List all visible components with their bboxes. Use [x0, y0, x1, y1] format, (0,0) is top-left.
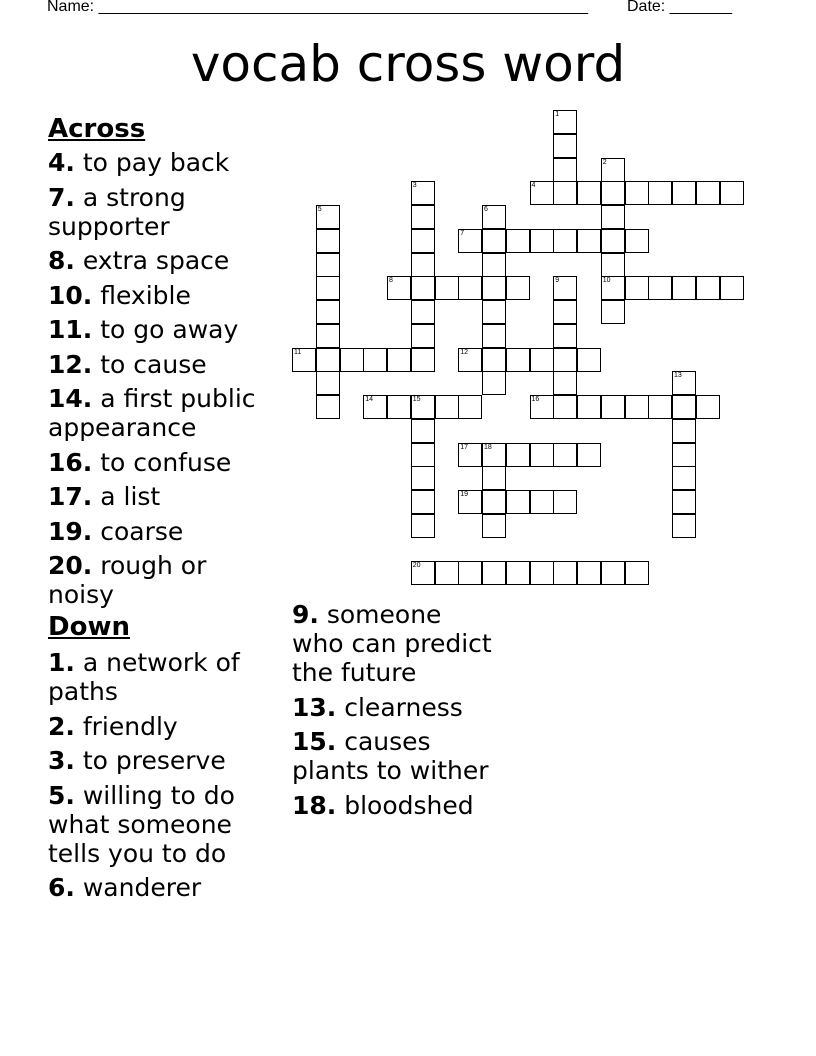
clue-item [48, 517, 183, 546]
grid-cell[interactable] [553, 134, 577, 158]
grid-cell[interactable] [530, 348, 554, 372]
cell-number: 6 [484, 206, 488, 213]
clue-number: 6. [48, 873, 75, 902]
clue-text: causes plants to wither [292, 727, 489, 785]
grid-cell[interactable] [577, 443, 601, 467]
grid-cell[interactable] [553, 443, 577, 467]
cell-number: 9 [555, 277, 560, 285]
grid-cell[interactable] [553, 110, 577, 134]
clue-text: to cause [92, 349, 207, 379]
grid-cell[interactable] [482, 300, 506, 324]
grid-cell[interactable] [553, 229, 577, 253]
grid-cell[interactable] [482, 561, 506, 585]
grid-cell[interactable] [601, 229, 625, 253]
grid-cell[interactable] [672, 371, 696, 395]
grid-cell[interactable] [387, 276, 411, 300]
grid-cell[interactable] [411, 466, 435, 490]
grid-cell[interactable] [672, 443, 696, 467]
clue-number: 2. [48, 711, 75, 741]
grid-cell[interactable] [316, 253, 340, 277]
clue-text: a first public appearance [48, 384, 256, 442]
clue-item [292, 600, 492, 687]
grid-cell[interactable] [458, 561, 482, 585]
grid-cell[interactable] [435, 395, 459, 419]
clue-number: 13. [292, 692, 337, 722]
grid-cell[interactable] [506, 490, 530, 514]
clue-item [48, 712, 178, 741]
grid-cell[interactable] [387, 395, 411, 419]
clue-item [48, 551, 206, 609]
grid-cell[interactable] [316, 395, 340, 419]
grid-cell[interactable] [411, 348, 435, 372]
clue-text: friendly [74, 711, 178, 741]
grid-cell[interactable] [458, 490, 482, 514]
grid-cell[interactable] [482, 514, 506, 538]
cell-number: 20 [412, 562, 421, 570]
grid-cell[interactable] [506, 348, 530, 372]
grid-cell[interactable] [648, 395, 672, 419]
grid-cell[interactable] [530, 561, 554, 585]
clue-number: 1. [48, 648, 75, 677]
cell-number: 2 [602, 158, 607, 166]
cell-number: 8 [389, 277, 393, 285]
grid-cell[interactable] [696, 181, 720, 205]
clue-item [48, 873, 201, 902]
grid-cell[interactable] [625, 276, 649, 300]
clue-number: 7. [48, 182, 75, 212]
grid-cell[interactable] [340, 348, 364, 372]
grid-cell[interactable] [363, 395, 387, 419]
grid-cell[interactable] [506, 276, 530, 300]
grid-cell[interactable] [625, 395, 649, 419]
grid-cell[interactable] [411, 419, 435, 443]
clue-item [48, 148, 229, 177]
clue-item [48, 246, 229, 275]
cell-number: 16 [531, 396, 540, 403]
grid-cell[interactable] [458, 395, 482, 419]
grid-cell[interactable] [411, 229, 435, 253]
grid-cell[interactable] [482, 443, 506, 467]
grid-cell[interactable] [696, 276, 720, 300]
grid-cell[interactable] [458, 443, 482, 467]
clue-item [48, 448, 231, 477]
clue-item [48, 384, 256, 442]
grid-cell[interactable] [316, 371, 340, 395]
cell-number: 4 [531, 182, 536, 190]
clue-text: extra space [74, 246, 230, 275]
clue-item [48, 350, 207, 379]
clue-text: a list [92, 482, 161, 511]
name-field[interactable]: Name: _______________________________________________________ [47, 0, 588, 15]
grid-cell[interactable] [672, 514, 696, 538]
clue-text: to go away [92, 315, 239, 344]
grid-cell[interactable] [458, 348, 482, 372]
grid-cell[interactable] [672, 466, 696, 490]
cell-number: 15 [412, 396, 421, 403]
clue-text: coarse [92, 516, 184, 546]
grid-cell[interactable] [553, 276, 577, 300]
grid-cell[interactable] [458, 276, 482, 300]
cell-number: 17 [460, 443, 469, 451]
grid-cell[interactable] [601, 561, 625, 585]
clue-number: 9. [292, 600, 319, 629]
grid-cell[interactable] [482, 324, 506, 348]
grid-cell[interactable] [577, 348, 601, 372]
grid-cell[interactable] [601, 276, 625, 300]
grid-cell[interactable] [648, 276, 672, 300]
grid-cell[interactable] [530, 181, 554, 205]
grid-cell[interactable] [316, 324, 340, 348]
grid-cell[interactable] [601, 300, 625, 324]
clue-number: 8. [48, 246, 75, 275]
clue-number: 15. [292, 727, 337, 756]
clue-number: 12. [48, 349, 93, 379]
clue-text: a strong supporter [48, 182, 186, 241]
grid-cell[interactable] [553, 158, 577, 182]
grid-cell[interactable] [387, 348, 411, 372]
grid-cell[interactable] [411, 514, 435, 538]
grid-cell[interactable] [316, 348, 340, 372]
cell-number: 10 [602, 277, 611, 285]
clue-item [292, 693, 463, 722]
grid-cell[interactable] [601, 395, 625, 419]
cell-number: 18 [484, 443, 492, 451]
grid-cell[interactable] [577, 561, 601, 585]
grid-cell[interactable] [577, 395, 601, 419]
clue-number: 5. [48, 780, 75, 810]
clue-text: a network of paths [48, 648, 240, 706]
across-heading: Across [48, 114, 146, 144]
grid-cell[interactable] [411, 276, 435, 300]
grid-cell[interactable] [363, 348, 387, 372]
grid-cell[interactable] [458, 229, 482, 253]
grid-cell[interactable] [720, 181, 744, 205]
grid-cell[interactable] [411, 253, 435, 277]
grid-cell[interactable] [482, 348, 506, 372]
clue-number: 17. [48, 482, 93, 511]
grid-cell[interactable] [411, 443, 435, 467]
grid-cell[interactable] [411, 561, 435, 585]
grid-cell[interactable] [411, 395, 435, 419]
grid-cell[interactable] [601, 253, 625, 277]
grid-cell[interactable] [411, 205, 435, 229]
grid-cell[interactable] [316, 300, 340, 324]
grid-cell[interactable] [553, 395, 577, 419]
grid-cell[interactable] [411, 181, 435, 205]
date-field[interactable]: Date: _______ [627, 0, 732, 15]
grid-cell[interactable] [672, 276, 696, 300]
grid-cell[interactable] [601, 181, 625, 205]
clue-item [48, 746, 226, 775]
grid-cell[interactable] [601, 158, 625, 182]
clue-item [292, 727, 489, 785]
grid-cell[interactable] [411, 324, 435, 348]
grid-cell[interactable] [411, 490, 435, 514]
grid-cell[interactable] [316, 229, 340, 253]
header-line [47, 0, 747, 20]
grid-cell[interactable] [435, 276, 459, 300]
grid-cell[interactable] [625, 181, 649, 205]
clue-text: someone who can predict the future [292, 600, 492, 687]
cell-number: 14 [365, 396, 374, 403]
grid-cell[interactable] [292, 348, 316, 372]
grid-cell[interactable] [506, 229, 530, 253]
grid-cell[interactable] [530, 395, 554, 419]
grid-cell[interactable] [696, 395, 720, 419]
grid-cell[interactable] [482, 229, 506, 253]
cell-number: 5 [317, 206, 322, 213]
clue-item [48, 281, 191, 310]
clue-text: clearness [336, 692, 463, 722]
clue-text: to pay back [74, 148, 230, 177]
clue-text: wanderer [74, 873, 202, 902]
clue-text: to preserve [74, 746, 226, 775]
clue-item [48, 183, 186, 241]
clue-number: 14. [48, 384, 93, 413]
clue-text: rough or noisy [48, 551, 207, 609]
cell-number: 11 [294, 348, 302, 356]
grid-cell[interactable] [506, 443, 530, 467]
grid-cell[interactable] [553, 490, 577, 514]
grid-cell[interactable] [672, 181, 696, 205]
clue-item [48, 482, 160, 511]
clue-text: bloodshed [336, 790, 474, 820]
grid-cell[interactable] [648, 181, 672, 205]
grid-cell[interactable] [316, 276, 340, 300]
clue-text: willing to do what someone tells you to do [48, 780, 235, 868]
grid-cell[interactable] [530, 490, 554, 514]
grid-cell[interactable] [482, 205, 506, 229]
clue-number: 16. [48, 447, 93, 477]
grid-cell[interactable] [672, 395, 696, 419]
clue-item [48, 781, 235, 868]
grid-cell[interactable] [482, 276, 506, 300]
clue-text: to confuse [92, 447, 232, 477]
clue-number: 4. [48, 148, 75, 177]
grid-cell[interactable] [672, 490, 696, 514]
clue-item [292, 791, 474, 820]
grid-cell[interactable] [530, 229, 554, 253]
cell-number: 13 [674, 372, 682, 380]
grid-cell[interactable] [577, 181, 601, 205]
grid-cell[interactable] [625, 561, 649, 585]
clue-number: 20. [48, 551, 93, 580]
grid-cell[interactable] [482, 371, 506, 395]
grid-cell[interactable] [553, 371, 577, 395]
grid-cell[interactable] [506, 561, 530, 585]
grid-cell[interactable] [553, 181, 577, 205]
grid-cell[interactable] [577, 229, 601, 253]
clue-item [48, 648, 240, 706]
grid-cell[interactable] [316, 205, 340, 229]
down-heading: Down [48, 612, 130, 642]
grid-cell[interactable] [553, 561, 577, 585]
grid-cell[interactable] [530, 443, 554, 467]
grid-cell[interactable] [482, 466, 506, 490]
clue-text: flexible [92, 280, 191, 310]
clue-number: 3. [48, 746, 75, 775]
clue-number: 18. [292, 790, 337, 820]
grid-cell[interactable] [553, 300, 577, 324]
grid-cell[interactable] [482, 490, 506, 514]
clue-item [48, 315, 238, 344]
grid-cell[interactable] [672, 419, 696, 443]
grid-cell[interactable] [482, 253, 506, 277]
grid-cell[interactable] [601, 205, 625, 229]
grid-cell[interactable] [435, 561, 459, 585]
clue-number: 19. [48, 516, 93, 546]
grid-cell[interactable] [411, 300, 435, 324]
cell-number: 1 [555, 111, 560, 118]
grid-cell[interactable] [553, 324, 577, 348]
grid-cell[interactable] [553, 348, 577, 372]
page-title: vocab cross word [190, 35, 626, 93]
clue-number: 10. [48, 280, 93, 310]
cell-number: 19 [460, 491, 469, 498]
grid-cell[interactable] [625, 229, 649, 253]
cell-number: 7 [460, 229, 465, 237]
grid-cell[interactable] [720, 276, 744, 300]
cell-number: 3 [412, 182, 417, 190]
clue-number: 11. [48, 315, 93, 344]
cell-number: 12 [460, 348, 469, 356]
